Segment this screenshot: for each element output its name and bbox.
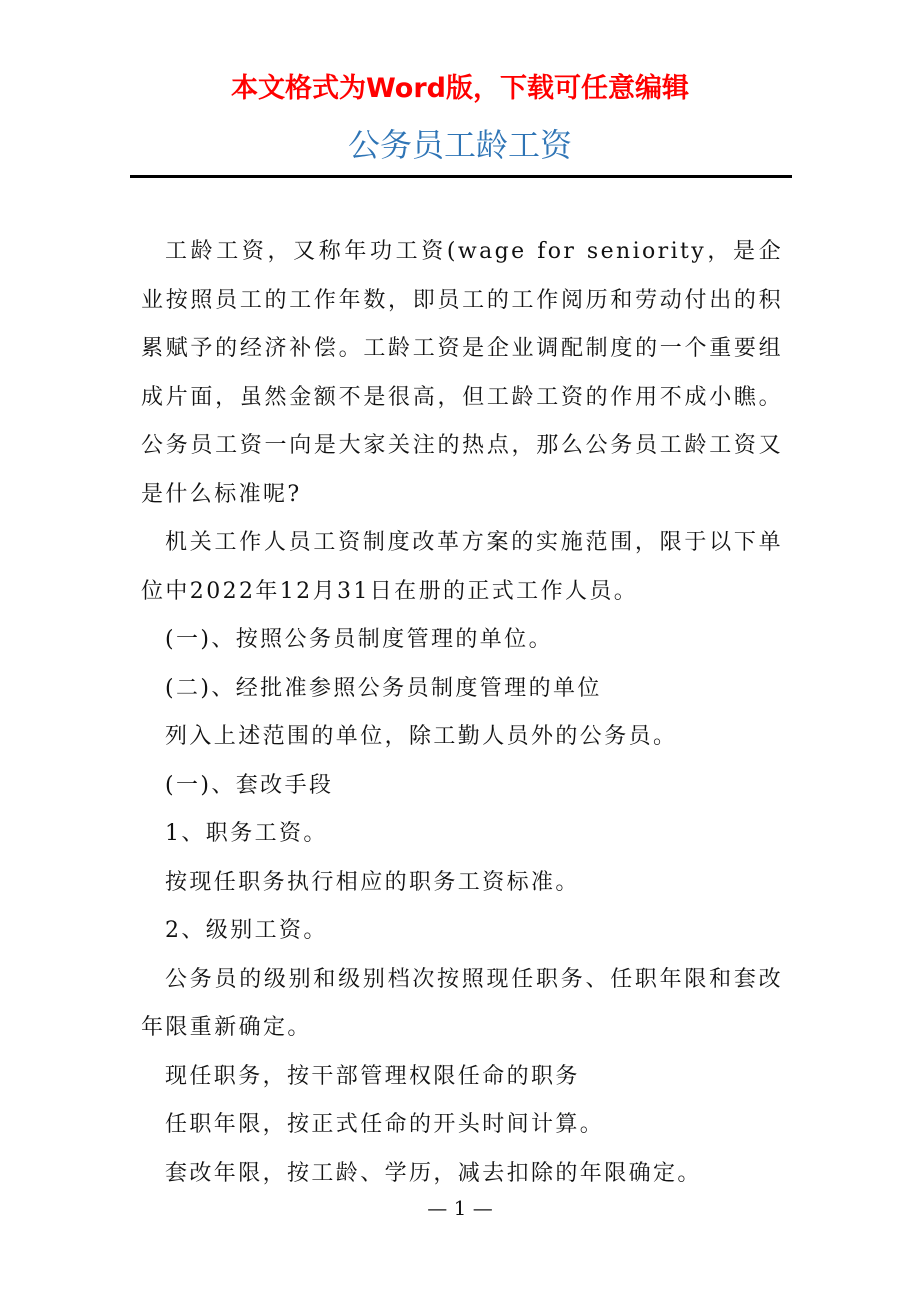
paragraph: 2、级别工资。 [165, 918, 328, 943]
paragraph: (一)、按照公务员制度管理的单位。 [165, 627, 553, 652]
paragraph: 机关工作人员工资制度改革方案的实施范围，限于以下单位中2022年12月31日在册的正式工作人员。 [141, 530, 783, 604]
paragraph: 按现任职务执行相应的职务工资标准。 [165, 869, 580, 895]
paragraph: (一)、套改手段 [165, 772, 334, 798]
title-divider [130, 175, 792, 178]
paragraph: 公务员的级别和级别档次按照现任职务、任职年限和套改年限重新确定。 [141, 966, 783, 1040]
paragraph: (二)、经批准参照公务员制度管理的单位 [165, 675, 602, 701]
paragraph: 任职年限，按正式任命的开头时间计算。 [165, 1112, 605, 1137]
paragraph: 套改年限，按工龄、学历，减去扣除的年限确定。 [165, 1160, 702, 1186]
document-title: 公务员工龄工资 [347, 126, 572, 164]
paragraph: 工龄工资，又称年功工资(wage for seniority，是企业按照员工的工作年数，即员工的工作阅历和劳动付出的积累赋予的经济补偿。工龄工资是企业调配制度的一个重要组成片面，虽然金额不是很高，但工龄工资的作用不成小瞧。公务员工资一向是大家关注的热点，那么公务员工龄工资又是什么标准呢? [141, 239, 783, 507]
page-number: — 1 — [427, 1196, 493, 1220]
paragraph: 1、职务工资。 [165, 821, 328, 846]
paragraph: 现任职务，按干部管理权限任命的职务 [165, 1063, 580, 1089]
word-format-banner: 本文格式为Word版，下载可任意编辑 [230, 73, 689, 104]
paragraph: 列入上述范围的单位，除工勤人员外的公务员。 [165, 724, 678, 749]
document-body [141, 228, 783, 1198]
